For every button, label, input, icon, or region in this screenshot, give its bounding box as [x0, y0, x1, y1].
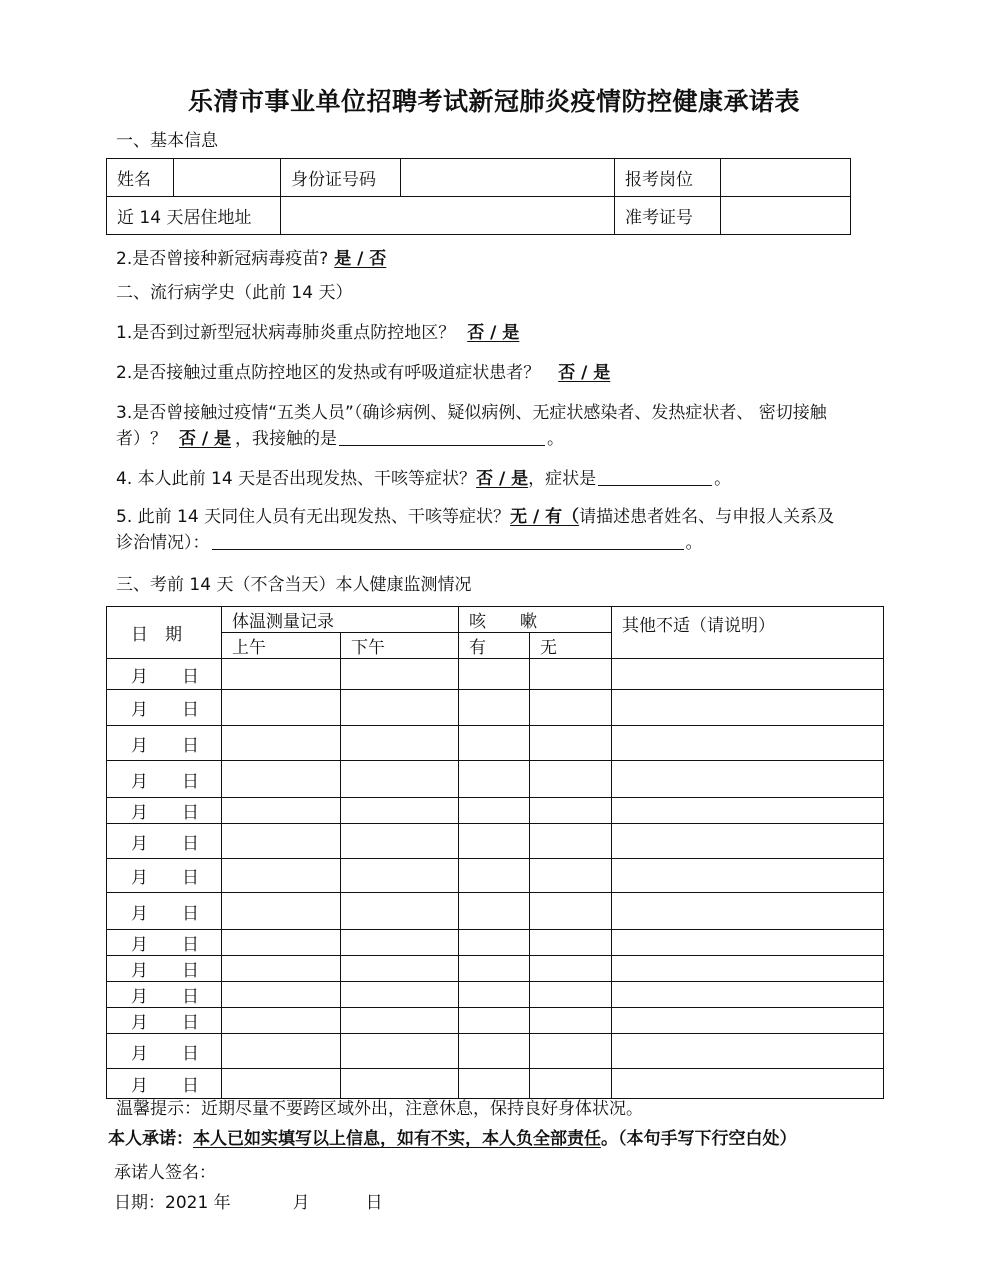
other-discomfort-cell[interactable]: [612, 893, 884, 930]
basic-info-table: [106, 158, 851, 235]
pm-temperature-cell[interactable]: [341, 761, 459, 798]
month-label: 月: [131, 700, 148, 720]
question-5-line-2: [116, 528, 703, 553]
health-monitoring-table: [106, 606, 884, 1099]
cough-yes-cell[interactable]: [459, 1008, 530, 1034]
question-4-end: 。: [714, 469, 732, 489]
cough-no-cell[interactable]: [530, 956, 612, 982]
cough-yes-cell[interactable]: [459, 1034, 530, 1069]
cough-no-cell[interactable]: [530, 1008, 612, 1034]
other-discomfort-cell[interactable]: [612, 690, 884, 726]
am-temperature-cell[interactable]: [222, 893, 341, 930]
other-discomfort-cell[interactable]: [612, 726, 884, 761]
question-5-line-1: [116, 502, 834, 527]
day-label: 日: [182, 903, 199, 924]
month-label: 月: [131, 803, 148, 823]
pm-temperature-cell[interactable]: [341, 982, 459, 1008]
question-3-prefix: 者）？: [116, 429, 167, 449]
date-cell[interactable]: [107, 859, 222, 893]
month-label: 月: [131, 935, 148, 955]
other-discomfort-cell[interactable]: [612, 859, 884, 893]
month-label: 月: [131, 735, 148, 756]
am-temperature-cell[interactable]: [222, 690, 341, 726]
cough-yes-cell[interactable]: [459, 798, 530, 824]
pledge-statement: [108, 1124, 797, 1149]
cough-yes-cell[interactable]: [459, 893, 530, 930]
cough-no-cell[interactable]: [530, 893, 612, 930]
cough-yes-cell[interactable]: [459, 859, 530, 893]
question-4-suffix: ，症状是: [528, 469, 597, 489]
question-5-options[interactable]: 无 / 有（: [510, 507, 580, 527]
table-row: [107, 893, 884, 930]
month-label: 月: [131, 666, 148, 687]
cough-yes-cell[interactable]: [459, 824, 530, 859]
day-label: 日: [182, 961, 199, 981]
cough-yes-header: 有: [459, 633, 530, 659]
day-label: 日: [182, 666, 199, 687]
cough-yes-cell[interactable]: [459, 761, 530, 798]
date-cell[interactable]: [107, 798, 222, 824]
cough-yes-cell[interactable]: [459, 726, 530, 761]
cough-no-cell[interactable]: [530, 659, 612, 690]
table-row: [107, 859, 884, 893]
am-temperature-cell[interactable]: [222, 930, 341, 956]
other-discomfort-cell[interactable]: [612, 761, 884, 798]
day-label: 日: [182, 1043, 199, 1064]
question-3-suffix: ，我接触的是: [235, 429, 338, 449]
cough-no-cell[interactable]: [530, 824, 612, 859]
date-cell[interactable]: [107, 982, 222, 1008]
name-field[interactable]: [174, 159, 281, 197]
pm-temperature-cell[interactable]: [341, 690, 459, 726]
other-discomfort-cell[interactable]: [612, 930, 884, 956]
pledge-note: 。（本句手写下行空白处）: [601, 1129, 797, 1149]
other-discomfort-cell[interactable]: [612, 1034, 884, 1069]
cough-no-cell[interactable]: [530, 859, 612, 893]
other-discomfort-cell[interactable]: [612, 824, 884, 859]
am-temperature-cell[interactable]: [222, 798, 341, 824]
question-4-options[interactable]: 否 / 是: [476, 469, 529, 489]
month-label: 月: [131, 868, 148, 888]
pledge-label: 本人承诺：: [108, 1129, 193, 1149]
date-cell[interactable]: [107, 1008, 222, 1034]
pm-temperature-cell[interactable]: [341, 956, 459, 982]
pm-temperature-cell[interactable]: [341, 1008, 459, 1034]
table-row: [107, 824, 884, 859]
question-5-treatment-label: 诊治情况）：: [116, 533, 210, 553]
table-row: [107, 1034, 884, 1069]
day-label: 日: [182, 833, 199, 854]
question-2: [116, 358, 614, 383]
table-row: [107, 1008, 884, 1034]
tip-text: 温馨提示：近期尽量不要跨区域外出，注意休息，保持良好身体状况。: [116, 1099, 643, 1119]
question-1: [116, 318, 523, 343]
question-2-text: 2.是否接触过重点防控地区的发热或有呼吸道症状患者？: [116, 363, 541, 383]
day-label: 日: [182, 803, 199, 823]
cough-yes-cell[interactable]: [459, 930, 530, 956]
question-4-symptom-blank[interactable]: [598, 469, 712, 486]
other-discomfort-cell[interactable]: [612, 659, 884, 690]
question-2-options[interactable]: 否 / 是: [558, 363, 611, 383]
temperature-am-header: 上午: [222, 633, 341, 659]
date-cell[interactable]: [107, 726, 222, 761]
am-temperature-cell[interactable]: [222, 1008, 341, 1034]
cough-no-cell[interactable]: [530, 761, 612, 798]
cough-no-header: 无: [530, 633, 612, 659]
date-header: 日 期: [107, 607, 222, 659]
name-label: 姓名: [107, 159, 174, 197]
pm-temperature-cell[interactable]: [341, 824, 459, 859]
day-label: 日: [182, 987, 199, 1007]
temperature-header: 体温测量记录: [222, 607, 459, 633]
month-label: 月: [131, 961, 148, 981]
pm-temperature-cell[interactable]: [341, 798, 459, 824]
month-label: 月: [131, 771, 148, 792]
section-health-monitoring-heading: 三、考前 14 天（不含当天）本人健康监测情况: [116, 575, 472, 595]
address-field[interactable]: [281, 197, 615, 235]
cough-no-cell[interactable]: [530, 798, 612, 824]
date-cell[interactable]: [107, 956, 222, 982]
table-row: [107, 930, 884, 956]
question-4-text: 4. 本人此前 14 天是否出现发热、干咳等症状？: [116, 469, 477, 489]
am-temperature-cell[interactable]: [222, 956, 341, 982]
question-3-options[interactable]: 否 / 是: [179, 429, 232, 449]
date-cell[interactable]: [107, 824, 222, 859]
question-3-contact-blank[interactable]: [339, 429, 545, 446]
signature-label: 承诺人签名：: [114, 1163, 216, 1183]
date-cell[interactable]: [107, 1034, 222, 1069]
table-row: [107, 761, 884, 798]
date-cell[interactable]: [107, 930, 222, 956]
table-row: [107, 956, 884, 982]
pm-temperature-cell[interactable]: [341, 1034, 459, 1069]
id-number-field[interactable]: [401, 159, 615, 197]
date-line: [114, 1188, 383, 1213]
date-cell[interactable]: [107, 659, 222, 690]
day-label: 日: [182, 735, 199, 756]
day-label: 日: [182, 1013, 199, 1033]
date-cell[interactable]: [107, 761, 222, 798]
pm-temperature-cell[interactable]: [341, 930, 459, 956]
cough-no-cell[interactable]: [530, 982, 612, 1008]
question-3-line-2: [116, 424, 564, 449]
section-epidemiology-heading: 二、流行病学史（此前 14 天）: [116, 283, 353, 303]
cough-no-cell[interactable]: [530, 930, 612, 956]
ticket-number-field[interactable]: [721, 197, 851, 235]
pm-temperature-cell[interactable]: [341, 893, 459, 930]
am-temperature-cell[interactable]: [222, 761, 341, 798]
month-label: 月: [131, 1013, 148, 1033]
day-label: 日: [182, 868, 199, 888]
section-basic-info-heading: 一、基本信息: [116, 131, 218, 151]
other-discomfort-cell[interactable]: [612, 982, 884, 1008]
question-3-line-1: 3.是否曾接触过疫情“五类人员”（确诊病例、疑似病例、无症状感染者、发热症状者、 密切接触: [116, 403, 827, 423]
other-discomfort-cell[interactable]: [612, 1069, 884, 1099]
temperature-pm-header: 下午: [341, 633, 459, 659]
month-label: 月: [131, 833, 148, 854]
month-label: 月: [131, 903, 148, 924]
day-label: 日: [182, 771, 199, 792]
other-discomfort-cell[interactable]: [612, 798, 884, 824]
table-row: [107, 798, 884, 824]
day-label: 日: [182, 1076, 199, 1096]
vaccine-question: [116, 244, 386, 269]
month-label: 月: [131, 987, 148, 1007]
am-temperature-cell[interactable]: [222, 859, 341, 893]
pm-temperature-cell[interactable]: [341, 859, 459, 893]
cough-yes-cell[interactable]: [459, 982, 530, 1008]
pm-temperature-cell[interactable]: [341, 726, 459, 761]
date-year-label: 日期：2021 年: [114, 1193, 231, 1213]
am-temperature-cell[interactable]: [222, 1034, 341, 1069]
cough-no-cell[interactable]: [530, 690, 612, 726]
page-title: 乐清市事业单位招聘考试新冠肺炎疫情防控健康承诺表: [187, 87, 800, 116]
table-row: [107, 690, 884, 726]
date-month-label: 月: [292, 1193, 310, 1213]
other-discomfort-cell[interactable]: [612, 1008, 884, 1034]
month-label: 月: [131, 1043, 148, 1064]
am-temperature-cell[interactable]: [222, 659, 341, 690]
question-5-treatment-blank[interactable]: [212, 533, 684, 550]
am-temperature-cell[interactable]: [222, 982, 341, 1008]
vaccine-question-text: 2.是否曾接种新冠病毒疫苗?: [116, 249, 329, 269]
pledge-text: 本人已如实填写以上信息，如有不实，本人负全部责任: [193, 1129, 601, 1149]
question-5-end: 。: [685, 533, 703, 553]
pm-temperature-cell[interactable]: [341, 659, 459, 690]
ticket-number-label: 准考证号: [615, 197, 721, 235]
question-1-text: 1.是否到过新型冠状病毒肺炎重点防控地区？: [116, 323, 456, 343]
position-field[interactable]: [721, 159, 851, 197]
date-cell[interactable]: [107, 690, 222, 726]
cough-yes-cell[interactable]: [459, 690, 530, 726]
id-number-label: 身份证号码: [281, 159, 401, 197]
month-label: 月: [131, 1076, 148, 1096]
position-label: 报考岗位: [615, 159, 721, 197]
question-4: [116, 464, 731, 489]
cough-no-cell[interactable]: [530, 1034, 612, 1069]
cough-header: 咳 嗽: [459, 607, 612, 633]
question-5-instruction: 请描述患者姓名、与申报人关系及: [579, 507, 835, 527]
date-day-label: 日: [365, 1193, 383, 1213]
question-5-text: 5. 此前 14 天同住人员有无出现发热、干咳等症状？: [116, 507, 511, 527]
table-row: [107, 982, 884, 1008]
am-temperature-cell[interactable]: [222, 726, 341, 761]
cough-no-cell[interactable]: [530, 726, 612, 761]
am-temperature-cell[interactable]: [222, 824, 341, 859]
address-label: 近 14 天居住地址: [107, 197, 281, 235]
question-1-options[interactable]: 否 / 是: [467, 323, 520, 343]
cough-yes-cell[interactable]: [459, 956, 530, 982]
vaccine-options[interactable]: 是 / 否: [334, 249, 387, 269]
question-3-end: 。: [547, 429, 565, 449]
other-discomfort-header: 其他不适（请说明）: [612, 607, 884, 659]
date-cell[interactable]: [107, 893, 222, 930]
table-row: [107, 726, 884, 761]
table-row: [107, 659, 884, 690]
day-label: 日: [182, 700, 199, 720]
day-label: 日: [182, 935, 199, 955]
cough-yes-cell[interactable]: [459, 659, 530, 690]
other-discomfort-cell[interactable]: [612, 956, 884, 982]
